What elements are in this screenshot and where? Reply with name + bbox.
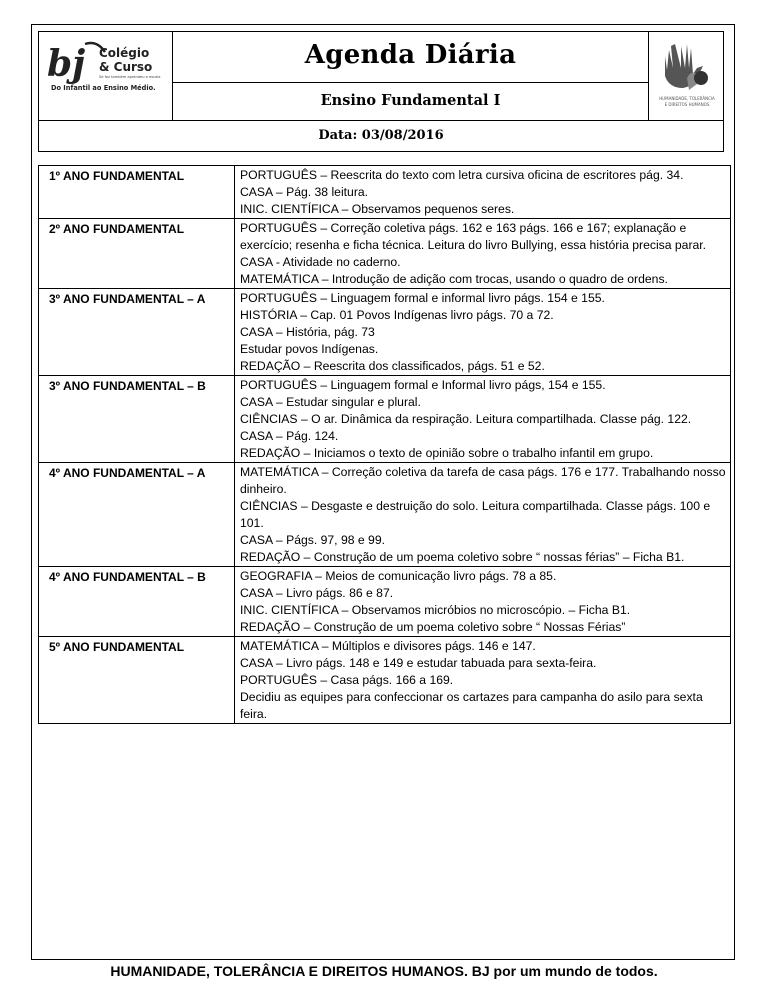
schedule-body	[39, 166, 731, 724]
tasks-cell	[235, 463, 731, 567]
task-line: PORTUGUÊS – Reescrita do texto com letra cursiva oficina de escritores pág. 34.	[240, 168, 684, 182]
tasks-cell	[235, 219, 731, 289]
task-line: INIC. CIENTÍFICA – Observamos micróbios no microscópio. – Ficha B1.	[240, 603, 631, 617]
task-line: CASA – Livro págs. 86 e 87.	[240, 586, 394, 600]
tasks-cell	[235, 289, 731, 376]
task-line: MATEMÁTICA – Correção coletiva da tarefa de casa págs. 176 e 177. Trabalhando nosso dinheiro.	[240, 465, 726, 496]
task-line: PORTUGUÊS – Linguagem formal e informal livro págs. 154 e 155.	[240, 291, 605, 305]
grade-cell: 1º ANO FUNDAMENTAL	[39, 166, 235, 219]
task-line: MATEMÁTICA – Introdução de adição com trocas, usando o quadro de ordens.	[240, 272, 668, 286]
task-line: REDAÇÃO – Construção de um poema coletivo sobre “ Nossas Férias”	[240, 620, 626, 634]
task-line: CASA – Pág. 124.	[240, 429, 339, 443]
task-line: Decidiu as equipes para confeccionar os cartazes para campanha do asilo para sexta feira.	[240, 690, 703, 721]
task-line: HISTÓRIA – Cap. 01 Povos Indígenas livro págs. 70 a 72.	[240, 308, 554, 322]
task-line: CASA – História, pág. 73	[240, 325, 375, 339]
task-line: REDAÇÃO – Iniciamos o texto de opinião sobre o trabalho infantil em grupo.	[240, 446, 654, 460]
task-line: REDAÇÃO – Reescrita dos classificados, págs. 51 e 52.	[240, 359, 545, 373]
task-line: Estudar povos Indígenas.	[240, 342, 379, 356]
grade-cell: 5º ANO FUNDAMENTAL	[39, 637, 235, 724]
grade-cell: 4º ANO FUNDAMENTAL – B	[39, 567, 235, 637]
task-line: CASA - Atividade no caderno.	[240, 255, 401, 269]
logo-line2: & Curso	[99, 60, 153, 74]
table-row	[39, 376, 731, 463]
date-row	[39, 120, 723, 151]
logo-line1: Colégio	[99, 46, 150, 60]
task-line: CIÊNCIAS – O ar. Dinâmica da respiração. Leitura compartilhada. Classe pág. 122.	[240, 412, 692, 426]
task-line: INIC. CIENTÍFICA – Observamos pequenos seres.	[240, 202, 515, 216]
page-subtitle: Ensino Fundamental I	[320, 92, 501, 109]
page-title: Agenda Diária	[304, 40, 517, 70]
table-row	[39, 166, 731, 219]
title-cell	[173, 32, 649, 120]
footer-motto: HUMANIDADE, TOLERÂNCIA E DIREITOS HUMANOS. BJ por um mundo de todos.	[110, 963, 658, 979]
table-row	[39, 289, 731, 376]
table-row	[39, 637, 731, 724]
tasks-cell	[235, 166, 731, 219]
table-row	[39, 219, 731, 289]
grade-cell: 3º ANO FUNDAMENTAL – A	[39, 289, 235, 376]
grade-cell: 2º ANO FUNDAMENTAL	[39, 219, 235, 289]
task-line: CASA – Livro págs. 148 e 149 e estudar tabuada para sexta-feira.	[240, 656, 597, 670]
task-line: MATEMÁTICA – Múltiplos e divisores págs. 146 e 147.	[240, 639, 536, 653]
seal-cell	[649, 32, 725, 120]
logo-cell	[39, 32, 173, 120]
table-row	[39, 463, 731, 567]
header	[38, 31, 724, 152]
table-row	[39, 567, 731, 637]
bj-logo-icon	[45, 38, 169, 100]
logo-mark: bj	[47, 43, 86, 85]
task-line: CASA – Estudar singular e plural.	[240, 395, 421, 409]
task-line: PORTUGUÊS – Correção coletiva págs. 162 e 163 págs. 166 e 167; explanação e exercício; resenha e ficha técnica. Leitura do livro Bullying, essa história precisa parar.	[240, 221, 707, 252]
seal-text-line2: E DIREITOS HUMANOS	[664, 102, 710, 107]
grade-cell: 4º ANO FUNDAMENTAL – A	[39, 463, 235, 567]
task-line: CIÊNCIAS – Desgaste e destruição do solo. Leitura compartilhada. Classe págs. 100 e 101.	[240, 499, 711, 530]
tasks-cell	[235, 376, 731, 463]
schedule-table	[38, 165, 731, 724]
tasks-cell	[235, 567, 731, 637]
date-label: Data: 03/08/2016	[318, 128, 444, 143]
hands-heart-icon	[657, 38, 717, 114]
task-line: CASA – Pág. 38 leitura.	[240, 185, 369, 199]
task-line: GEOGRAFIA – Meios de comunicação livro págs. 78 a 85.	[240, 569, 557, 583]
tasks-cell	[235, 637, 731, 724]
task-line: PORTUGUÊS – Casa págs. 166 a 169.	[240, 673, 454, 687]
grade-cell: 3º ANO FUNDAMENTAL – B	[39, 376, 235, 463]
logo-slogan: Se fez também aprendeu a escola	[99, 75, 161, 79]
task-line: REDAÇÃO – Construção de um poema coletivo sobre “ nossas férias” – Ficha B1.	[240, 550, 685, 564]
seal-text-line1: HUMANIDADE, TOLERÂNCIA	[659, 96, 715, 101]
task-line: CASA – Págs. 97, 98 e 99.	[240, 533, 385, 547]
title-divider	[173, 82, 648, 83]
logo-tagline: Do Infantil ao Ensino Médio.	[51, 84, 156, 92]
task-line: PORTUGUÊS – Linguagem formal e Informal livro págs, 154 e 155.	[240, 378, 606, 392]
